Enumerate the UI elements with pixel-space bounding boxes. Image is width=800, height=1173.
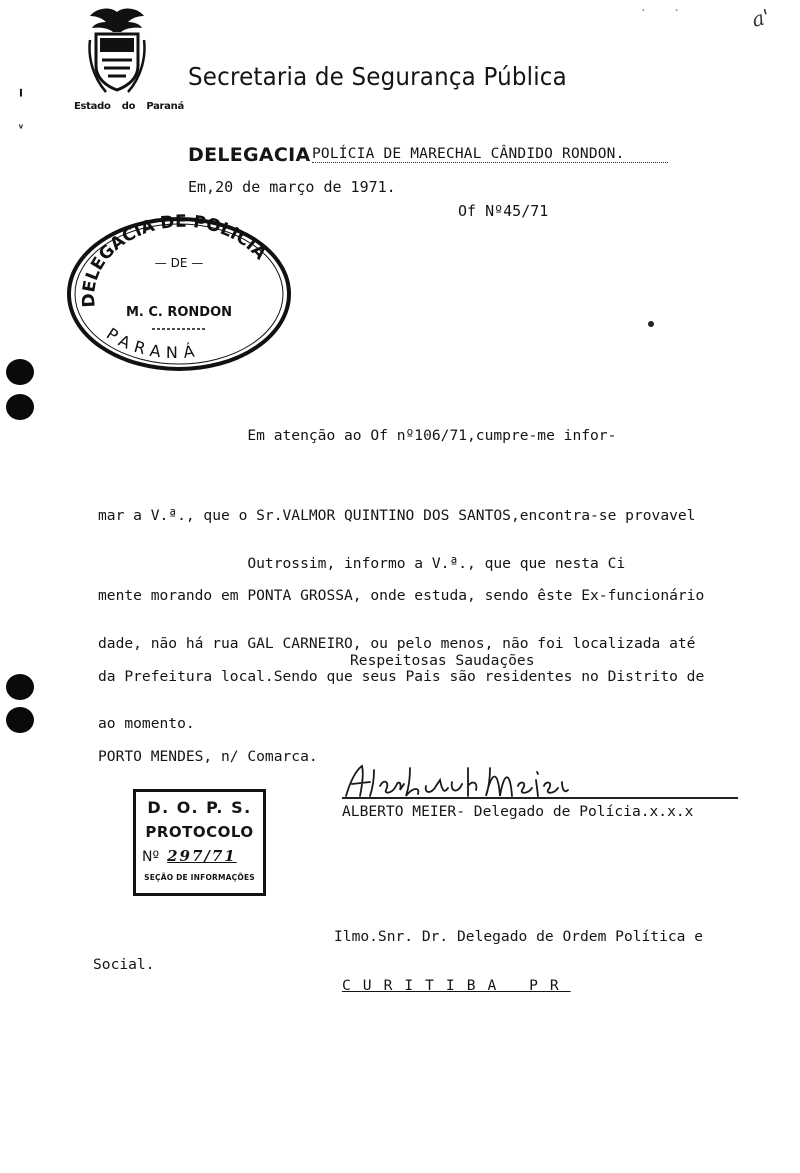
protocol-number-handwritten: 297/71: [167, 847, 237, 865]
paragraph-line: ao momento.: [98, 715, 195, 733]
signature-line: [342, 797, 738, 799]
signatory-name: ALBERTO MEIER- Delegado de Polícia.x.x.x: [342, 803, 694, 820]
addressee-line-1: Ilmo.Snr. Dr. Delegado de Ordem Política e: [334, 928, 704, 945]
addressee-city: CURITIBA PR: [342, 977, 571, 994]
paragraph-line: dade, não há rua GAL CARNEIRO, ou pelo menos, não foi localizada até: [98, 634, 696, 652]
delegacia-name: POLÍCIA DE MARECHAL CÂNDIDO RONDON.: [312, 146, 668, 163]
addressee-line-2: Social.: [93, 956, 155, 973]
paragraph-line: PORTO MENDES, n/ Comarca.: [98, 748, 318, 766]
protocol-stamp: [133, 789, 266, 896]
police-stamp: [64, 213, 294, 375]
paragraph-line: Em atenção ao Of nº106/71,cumpre-me infor-: [98, 426, 617, 444]
protocol-number-prefix: Nº: [142, 849, 160, 865]
state-label: Estado do Paraná: [74, 101, 184, 112]
coat-of-arms-emblem: [86, 6, 148, 98]
handwritten-signature: [340, 760, 570, 802]
paragraph-line: mar a V.ª., que o Sr.VALMOR QUINTINO DOS SANTOS,encontra-se provavel: [98, 506, 696, 524]
protocol-stamp-agency: D. O. P. S.: [147, 798, 252, 817]
delegacia-label: DELEGACIA: [188, 144, 311, 166]
paragraph-line: mente morando em PONTA GROSSA, onde estuda, sendo êste Ex-funcionário: [98, 587, 705, 605]
closing-greeting: Respeitosas Saudações: [350, 652, 535, 669]
stamp-middle: — DE —: [154, 256, 204, 270]
paragraph-line: Outrossim, informo a V.ª., que que nesta Ci: [98, 554, 626, 572]
stamp-locality: M. C. RONDON: [125, 305, 233, 320]
punch-hole: [6, 674, 34, 700]
office-number: Of Nº45/71: [458, 202, 549, 220]
corner-annotation: a': [749, 4, 773, 32]
dateline: Em,20 de março de 1971.: [188, 178, 396, 196]
margin-tick: ᵛ: [17, 122, 25, 137]
paragraph-line: da Prefeitura local.Sendo que seus Pais são residentes no Distrito de: [98, 667, 705, 685]
protocol-stamp-number-row: [136, 847, 263, 865]
punch-hole: [6, 359, 34, 385]
punch-hole: [6, 707, 34, 733]
stamp-arc-top: DELEGACIA DE POLICIA: [78, 213, 271, 308]
punch-hole: [6, 394, 34, 420]
ink-dot: [648, 321, 654, 327]
margin-tick: ╹: [17, 90, 25, 105]
protocol-stamp-section: SEÇÃO DE INFORMAÇÕES: [144, 873, 255, 882]
body-paragraph-2: [98, 497, 695, 765]
department-title: Secretaria de Segurança Pública: [188, 62, 567, 91]
top-specks: · ·: [640, 4, 690, 17]
protocol-stamp-title: PROTOCOLO: [145, 823, 254, 841]
stamp-arc-bottom: PARANÁ: [103, 324, 202, 362]
